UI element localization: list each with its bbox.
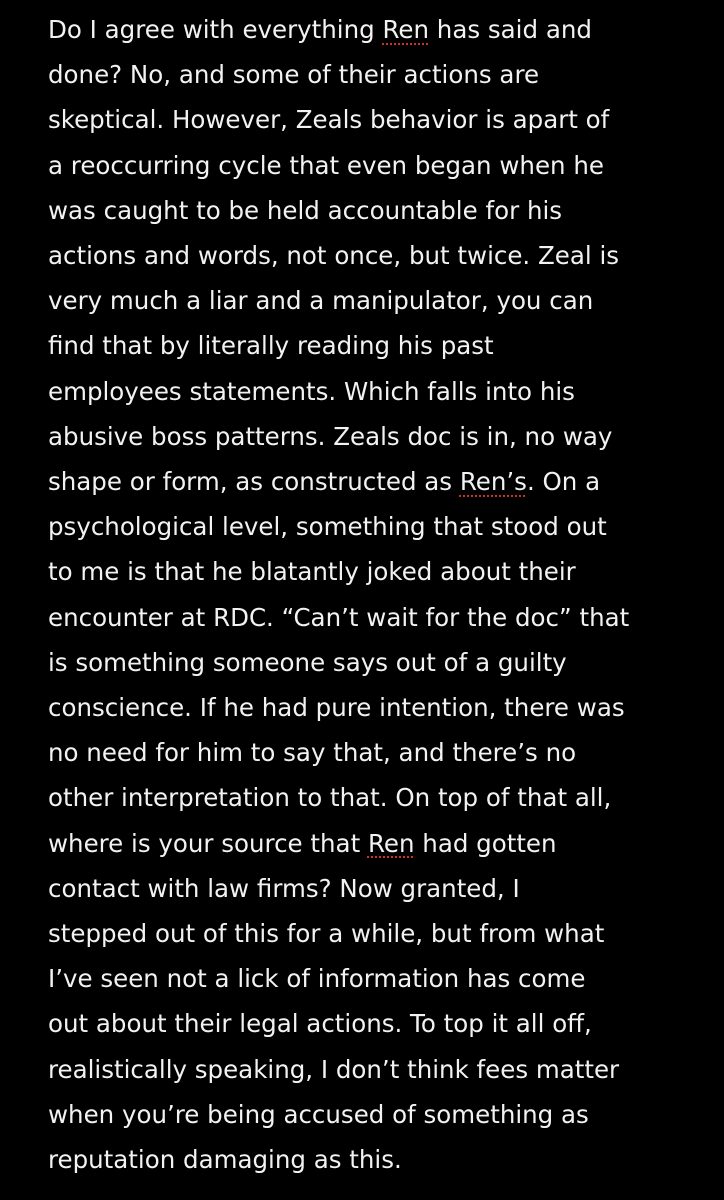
note-line — [48, 1047, 698, 1092]
note-text: very much a liar and a manipulator, you can — [48, 286, 594, 316]
note-text: psychological level, something that stood out — [48, 512, 607, 542]
note-line — [48, 52, 698, 97]
note-text: to me is that he blatantly joked about their — [48, 557, 576, 587]
note-line — [48, 414, 698, 459]
note-line — [48, 730, 698, 775]
note-text: conscience. If he had pure intention, there was — [48, 693, 625, 723]
misspelled-word: Ren — [382, 15, 430, 44]
note-text: encounter at RDC. “Can’t wait for the doc” that — [48, 602, 630, 632]
note-text: had gotten — [414, 828, 557, 858]
note-line — [48, 143, 698, 188]
misspelled-word: Ren’s — [459, 467, 527, 497]
note-text: abusive boss patterns. Zeals doc is in, no way — [48, 421, 613, 451]
note-line — [48, 866, 698, 911]
note-text: where is your source that — [48, 828, 368, 858]
note-text: out about their legal actions. To top it all off, — [48, 1009, 592, 1039]
note-text: a reoccurring cycle that even began when he — [48, 150, 604, 180]
note-text: I’ve seen not a lick of information has come — [48, 964, 586, 994]
note-text: was caught to be held accountable for his — [48, 195, 563, 225]
note-text: actions and words, not once, but twice. Zeal is — [48, 241, 620, 271]
note-line — [48, 956, 698, 1001]
note-text: shape or form, as constructed as — [48, 467, 460, 497]
note-line — [48, 595, 698, 640]
note-text: Do I agree with everything — [48, 15, 383, 44]
note-text: skeptical. However, Zeals behavior is apart of — [48, 105, 610, 135]
note-line — [48, 911, 698, 956]
note-text: realistically speaking, I don’t think fees matter — [48, 1054, 620, 1084]
note-text: . On a — [526, 467, 601, 497]
note-text: employees statements. Which falls into his — [48, 376, 575, 406]
note-line — [48, 1092, 698, 1137]
note-text: is something someone says out of a guilty — [48, 647, 567, 677]
note-line — [48, 640, 698, 685]
note-line — [48, 821, 698, 866]
note-line — [48, 549, 698, 594]
note-text: when you’re being accused of something as — [48, 1099, 589, 1129]
note-line — [48, 97, 698, 142]
note-line — [48, 685, 698, 730]
note-line — [48, 188, 698, 233]
note-line — [48, 504, 698, 549]
note-text: reputation damaging as this. — [48, 1145, 402, 1175]
note-line — [48, 775, 698, 820]
note-body[interactable] — [48, 7, 698, 1182]
note-line — [48, 323, 698, 368]
note-text: no need for him to say that, and there’s no — [48, 738, 577, 768]
note-text: done? No, and some of their actions are — [48, 60, 540, 90]
note-line — [48, 1137, 698, 1182]
note-line — [48, 233, 698, 278]
misspelled-word: Ren — [367, 828, 415, 858]
note-line — [48, 369, 698, 414]
note-text: find that by literally reading his past — [48, 331, 494, 361]
note-line — [48, 459, 698, 504]
note-text: other interpretation to that. On top of that all, — [48, 783, 612, 813]
note-text: contact with law firms? Now granted, I — [48, 873, 520, 903]
note-text: stepped out of this for a while, but from what — [48, 919, 605, 949]
note-text: has said and — [429, 15, 592, 44]
note-line — [48, 278, 698, 323]
note-line — [48, 1001, 698, 1046]
note-line — [48, 7, 698, 52]
